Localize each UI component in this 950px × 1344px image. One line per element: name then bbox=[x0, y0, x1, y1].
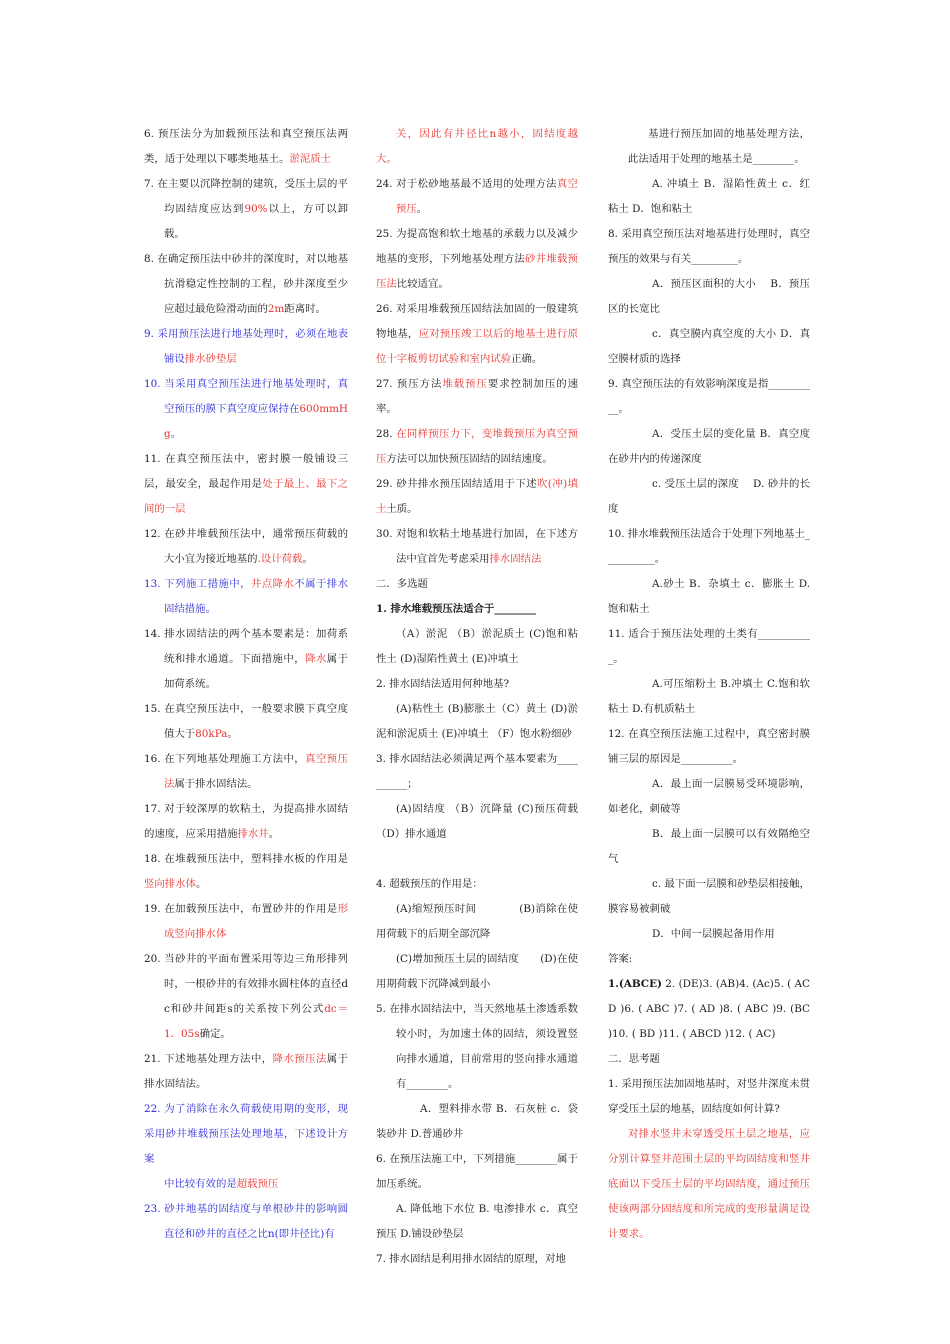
column-middle bbox=[376, 122, 578, 1272]
question-11: 11. 在真空预压法中，密封膜一般铺设三层，最安全，最起作用是处于最上、最下之间的一层 bbox=[144, 453, 349, 515]
mc-question-12: 12. 在真空预压法施工过程中，真空密封膜铺三层的原因是__________。 bbox=[608, 728, 810, 765]
mc-question-4: 4. 超载预压的作用是： bbox=[376, 878, 483, 890]
mc-options-8b: c．真空膜内真空度的大小 D．真空膜材质的选择 bbox=[608, 328, 810, 365]
mc-question-7-cont: 基进行预压加固的地基处理方法，此法适用于处理的地基土是________。 bbox=[628, 128, 810, 165]
question-7: 7. 在主要以沉降控制的建筑，受压土层的平均固结度应达到90%以上，方可以卸载。 bbox=[144, 178, 349, 240]
mc-question-6: 6. 在预压法施工中，下列措施________属于加压系统。 bbox=[376, 1153, 578, 1190]
question-14: 14. 排水固结法的两个基本要素是：加荷系统和排水通道。下面措施中，降水属于加荷系统。 bbox=[144, 628, 349, 690]
discussion-answer-1: 对排水竖井未穿透受压土层之地基，应分别计算竖井范围土层的平均固结度和竖井底面以下受压土层的平均固结度，通过预压使该两部分固结度和所完成的变形量满足设计要求。 bbox=[608, 1128, 810, 1240]
mc-options-12a: A．最上面一层膜易受环境影响，如老化，刺破等 bbox=[608, 778, 810, 815]
mc-options-12c: c. 最下面一层膜和砂垫层相接触，膜容易被刺破 bbox=[608, 878, 810, 915]
question-23-cont: 关，因此有井径比n越小，固结度越大。 bbox=[376, 128, 578, 165]
column-right bbox=[608, 122, 810, 1247]
question-13: 13. 下列施工措施中，井点降水不属于排水固结措施。 bbox=[144, 578, 349, 615]
question-8: 8. 在确定预压法中砂井的深度时，对以地基抗滑稳定性控制的工程，砂井深度至少应超过最危险滑动面的2m距离时。 bbox=[144, 253, 348, 315]
mc-options-10: A.砂土 B．杂填土 c．膨胀土 D.饱和粘土 bbox=[608, 578, 810, 615]
question-9: 9. 采用预压法进行地基处理时，必须在地表铺设排水砂垫层 bbox=[144, 328, 348, 365]
question-29: 29. 砂井排水预压固结适用于下述吹(冲)填土土质。 bbox=[376, 478, 578, 515]
mc-options-11: A.可压缩粉土 B.冲填土 C.饱和软粘土 D.有机质粘土 bbox=[608, 678, 810, 715]
mc-options-5: A．塑料排水带 B．石灰桩 c．袋装砂井 D.普通砂井 bbox=[376, 1103, 578, 1140]
mc-question-5: 5. 在排水固结法中，当天然地基土渗透系数较小时，为加速土体的固结，须设置竖向排水通道，目前常用的竖向排水通道有________。 bbox=[376, 1003, 578, 1090]
mc-question-11: 11. 适合于预压法处理的土类有___________。 bbox=[608, 628, 810, 665]
mc-question-1: 1. 排水堆载预压法适合于________ bbox=[376, 603, 536, 615]
mc-options-8a: A．预压区面积的大小 B．预压区的长宽比 bbox=[608, 278, 810, 315]
spacer bbox=[376, 847, 578, 872]
section-heading-multiple-choice: 二．多选题 bbox=[376, 578, 428, 590]
question-28: 28. 在同样预压力下，变堆载预压为真空预压方法可以加快预压固结的固结速度。 bbox=[376, 428, 579, 465]
question-27: 27. 预压方法堆载预压要求控制加压的速率。 bbox=[376, 378, 579, 415]
mc-options-9a: A．受压土层的变化量 B．真空度在砂井内的传递深度 bbox=[608, 428, 810, 465]
question-15: 15. 在真空预压法中，一般要求膜下真空度值大于80kPa。 bbox=[144, 703, 348, 740]
mc-options-7: A. 冲填土 B．湿陷性黄土 c．红粘土 D．饱和粘土 bbox=[608, 178, 810, 215]
question-17: 17. 对于较深厚的软粘土，为提高排水固结的速度，应采用措施排水井。 bbox=[144, 803, 348, 840]
question-22: 22. 为了消除在永久荷载使用期的变形，现采用砂井堆载预压法处理地基，下述设计方案 bbox=[144, 1103, 348, 1165]
question-19: 19. 在加载预压法中，布置砂井的作用是形成竖向排水体 bbox=[144, 903, 348, 940]
section-heading-discussion: 二．思考题 bbox=[608, 1053, 660, 1065]
question-24: 24. 对于松砂地基最不适用的处理方法真空预压。 bbox=[376, 178, 579, 215]
question-25: 25. 为提高饱和软土地基的承载力以及减少地基的变形，下列地基处理方法砂井堆载预压法比较适宜。 bbox=[376, 228, 579, 290]
question-12: 12. 在砂井堆载预压法中，通常预压荷载的大小宜为接近地基的.设计荷载。 bbox=[144, 528, 348, 565]
question-20: 20. 当砂井的平面布置采用等边三角形排列时，一根砂井的有效排水圆柱体的直径dc和砂井间距s的关系按下列公式dc＝1．05s确定。 bbox=[144, 953, 348, 1040]
answers-list: 1.(ABCE) 2. (DE)3. (AB)4. (Ac)5. ( ACD )6. ( ABC )7. ( AD )8. ( ABC )9. (BC )10. ( BD )11. ( ABCD )12. ( AC) bbox=[608, 978, 810, 1040]
mc-options-1: （A）淤泥 （B）淤泥质土 (C)饱和粘性土 (D)湿陷性黄土 (E)冲填土 bbox=[376, 628, 578, 665]
mc-question-9: 9. 真空预压法的有效影响深度是指__________。 bbox=[608, 378, 810, 415]
column-left bbox=[144, 122, 348, 1247]
question-21: 21. 下述地基处理方法中，降水预压法属于排水固结法。 bbox=[144, 1053, 349, 1090]
question-23: 23. 砂井地基的固结度与单根砂井的影响圆直径和砂井的直径之比n(即井径比)有 bbox=[144, 1203, 348, 1240]
mc-question-7: 7. 排水固结是利用排水固结的原理，对地 bbox=[376, 1253, 566, 1265]
discussion-question-1: 1. 采用预压法加固地基时，对竖井深度未贯穿受压土层的地基，固结度如何计算? bbox=[608, 1078, 810, 1115]
mc-options-2: (A)粘性土 (B)膨胀土（C）黄土 (D)淤泥和淤泥质土 (E)冲填土 （F）饱水粉细砂 bbox=[376, 703, 578, 740]
mc-options-9b: c. 受压土层的深度 D. 砂井的长度 bbox=[608, 478, 810, 515]
mc-question-3: 3. 排水固结法必须满足两个基本要素为__________； bbox=[376, 753, 578, 790]
question-26: 26. 对采用堆载预压固结法加固的一般建筑物地基，应对预压竣工以后的地基土进行原位十字板剪切试验和室内试验正确。 bbox=[376, 303, 579, 365]
mc-question-8: 8. 采用真空预压法对地基进行处理时，真空预压的效果与有关_________。 bbox=[608, 228, 810, 265]
question-16: 16. 在下列地基处理施工方法中，真空预压法属于排水固结法。 bbox=[144, 753, 349, 790]
mc-question-2: 2. 排水固结法适用何种地基? bbox=[376, 678, 510, 690]
answers-heading: 答案: bbox=[608, 953, 633, 965]
question-10: 10. 当采用真空预压法进行地基处理时，真空预压的膜下真空度应保持在600mmHg。 bbox=[144, 378, 348, 440]
mc-options-4a: (A)缩短预压时间 (B)消除在使用荷载下的后期全部沉降 bbox=[376, 903, 578, 940]
question-18: 18. 在堆载预压法中，塑料排水板的作用是竖向排水体。 bbox=[144, 853, 348, 890]
question-22-cont: 中比较有效的是超载预压 bbox=[164, 1178, 279, 1190]
mc-options-12b: B．最上面一层膜可以有效隔绝空气 bbox=[608, 828, 810, 865]
mc-options-12d: D．中间一层膜起备用作用 bbox=[652, 928, 775, 940]
question-30: 30. 对饱和软粘土地基进行加固，在下述方法中宜首先考虑采用排水固结法 bbox=[376, 528, 578, 565]
mc-options-6: A. 降低地下水位 B. 电渗排水 c．真空预压 D.铺设砂垫层 bbox=[376, 1203, 578, 1240]
mc-options-4b: (C)增加预压土层的固结度 (D)在使用期荷载下沉降减到最小 bbox=[376, 953, 578, 990]
mc-question-10: 10. 排水堆载预压法适合于处理下列地基土__________。 bbox=[608, 528, 810, 565]
question-6: 6. 预压法分为加载预压法和真空预压法两类，适于处理以下哪类地基土。淤泥质土 bbox=[144, 128, 348, 165]
mc-options-3: (A)固结度 （B）沉降量 (C)预压荷载 （D）排水通道 bbox=[376, 803, 578, 840]
